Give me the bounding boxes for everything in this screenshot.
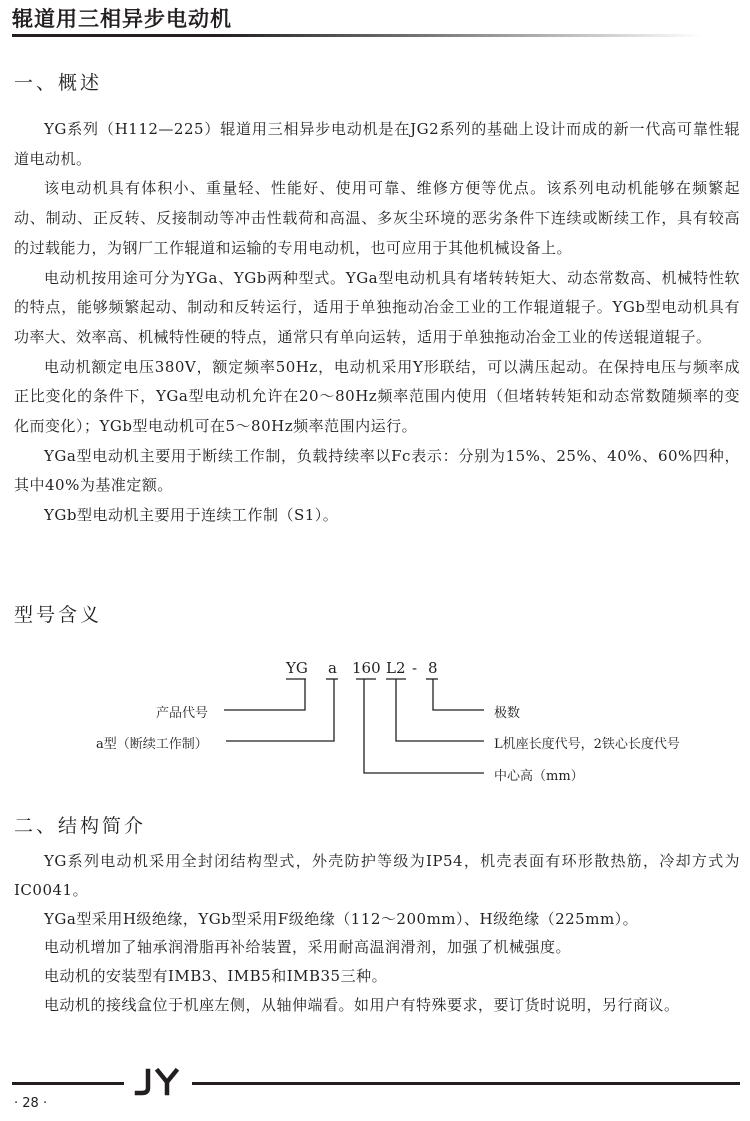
page-number: · 28 · [14,1096,48,1111]
paragraph: YGa型采用H级绝缘，YGb型采用F级绝缘（112～200mm）、H级绝缘（225mm）。 [44,909,639,928]
section-heading-overview: 一、概述 [14,72,103,94]
paragraph: YGa型电动机主要用于断续工作制，负载持续率以Fc表示：分别为15%、25%、40%、60%四种，其中40%为基准定额。 [14,446,740,495]
paragraph: YGb型电动机主要用于连续工作制（S1）。 [44,506,339,525]
code-part-series: YG [286,659,308,677]
jy-logo [134,1068,184,1096]
code-part-height: 160 [352,659,381,677]
overview-text [14,115,740,531]
section-heading-model-meaning: 型号含义 [14,604,103,626]
header-rule [12,34,702,37]
leader-poles [433,679,484,710]
label-frame-length: L机座长度代号，2铁心长度代号 [494,737,680,752]
paragraph: 电动机额定电压380V，额定频率50Hz，电动机采用Y形联结，可以满压起动。在保持电压与频率成正比变化的条件下，YGa型电动机允许在20～80Hz频率范围内使用（但堵转转矩和动态常数随频率的变化而变化）；YGb型电动机可在5～80Hz频率范围内运行。 [14,357,740,436]
paragraph: 电动机的接线盒位于机座左侧，从轴伸端看。如用户有特殊要求，要订货时说明，另行商议。 [44,995,680,1014]
label-product-code: 产品代号 [156,706,209,721]
model-code-diagram [0,650,750,790]
leader-product-code [224,679,305,710]
structure-text [14,847,740,1020]
paragraph: 该电动机具有体积小、重量轻、性能好、使用可靠、维修方便等优点。该系列电动机能够在频繁起动、制动、正反转、反接制动等冲击性载荷和高温、多灰尘环境的恶劣条件下连续或断续工作，具有较高的过载能力，为钢厂工作辊道和运输的专用电动机，也可应用于其他机械设备上。 [14,179,740,257]
paragraph: 电动机的安装型有IMB3、IMB5和IMB35三种。 [44,967,388,986]
page-header-title: 辊道用三相异步电动机 [12,7,232,31]
paragraph: 电动机按用途可分为YGa、YGb两种型式。YGa型电动机具有堵转转矩大、动态常数高、机械特性软的特点，能够频繁起动、制动和反转运行，适用于单独拖动冶金工业的工作辊道辊子。YGb型电动机具有功率大、效率高、机械特性硬的特点，通常只有单向运转，适用于单独拖动冶金工业的传送辊道辊子。 [14,268,740,346]
paragraph: YG系列电动机采用全封闭结构型式，外壳防护等级为IP54，机壳表面有环形散热筋，冷却方式为IC0041。 [14,852,740,899]
code-part-type: a [328,659,337,677]
code-part-length: L2 [386,659,406,677]
code-part-poles: 8 [428,659,438,677]
label-poles: 极数 [494,706,521,721]
footer-rule-left [12,1082,124,1085]
code-part-dash: - [412,659,418,677]
paragraph: 电动机增加了轴承润滑脂再补给装置，采用耐高温润滑剂，加强了机械强度。 [44,938,572,957]
leader-center-height [364,679,484,773]
paragraph: YG系列（H112—225）辊道用三相异步电动机是在JG2系列的基础上设计而成的新一代高可靠性辊道电动机。 [14,120,740,168]
section-heading-structure: 二、结构简介 [14,815,147,837]
footer-rule-right [192,1082,740,1085]
label-type-a: a型（断续工作制） [96,737,208,752]
label-center-height: 中心高（mm） [494,769,584,784]
